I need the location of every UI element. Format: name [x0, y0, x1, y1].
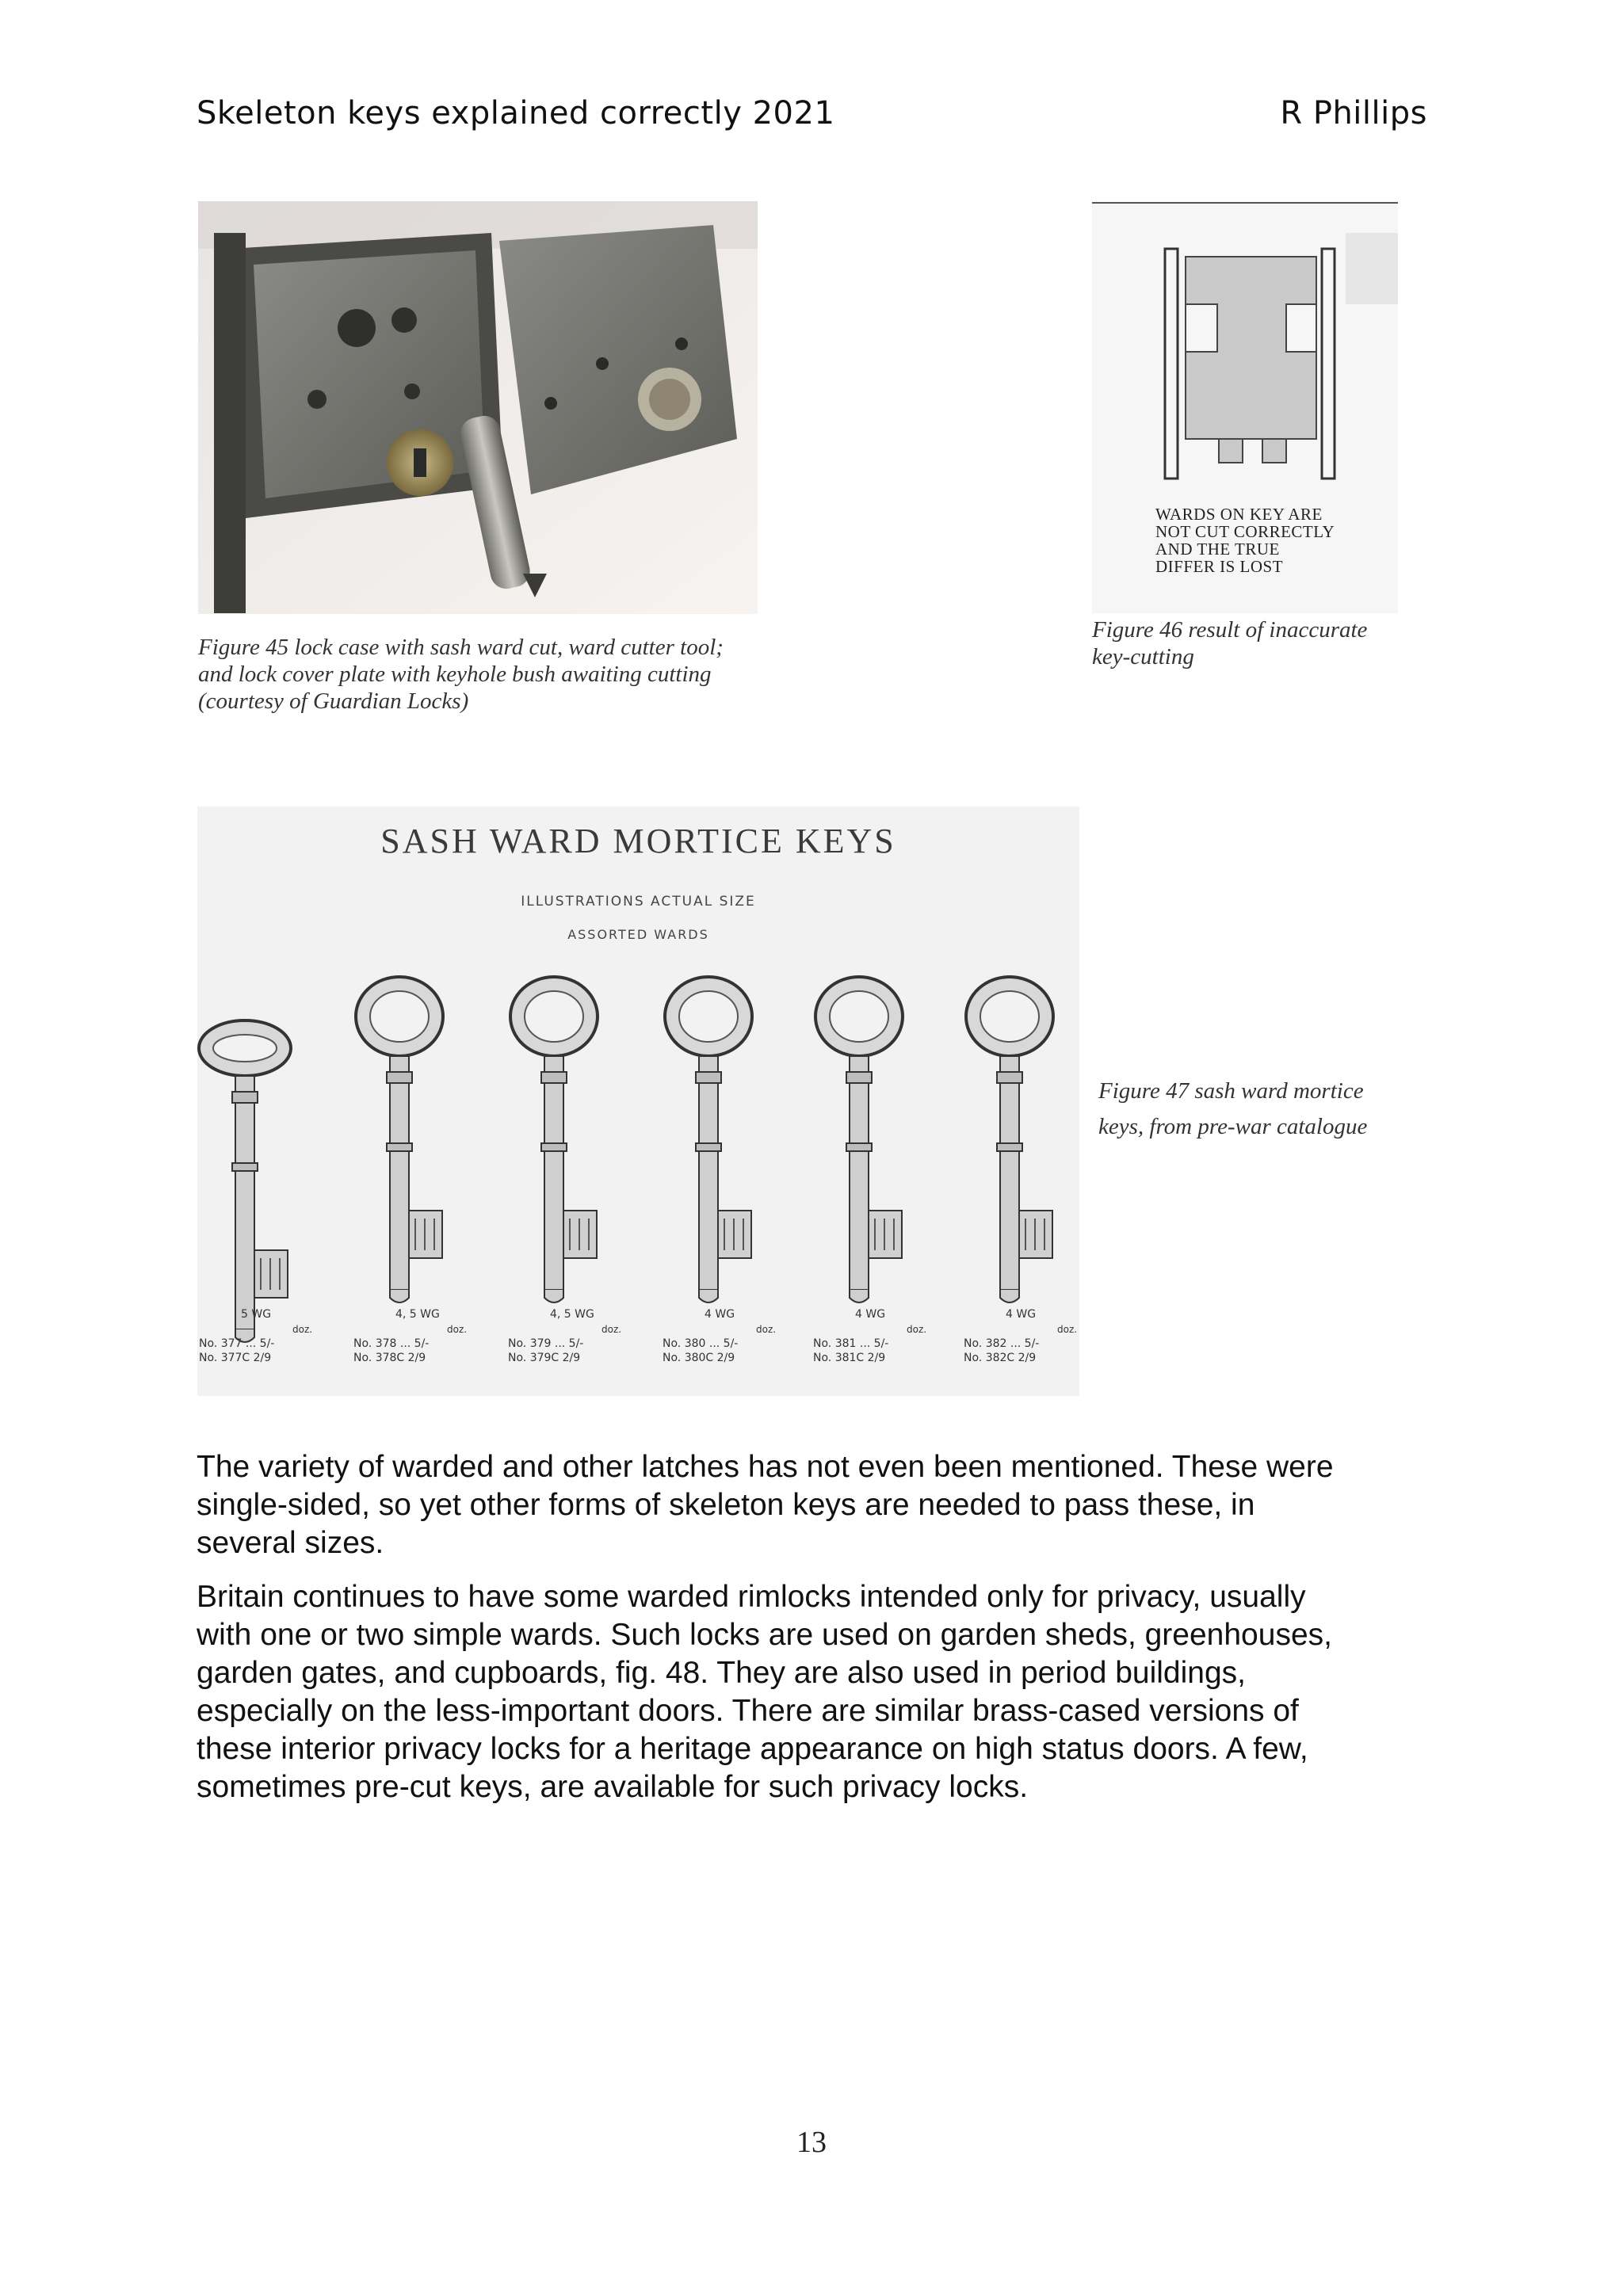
- key-price-line: No. 381 ... 5/-: [813, 1337, 889, 1350]
- key-illustration: [962, 973, 1079, 1337]
- text-line: these interior privacy locks for a heritage appearance on high status doors. A few,: [197, 1732, 1308, 1766]
- page-number: 13: [796, 2126, 827, 2159]
- key-wg-label: 4 WG: [1006, 1308, 1037, 1321]
- key-price-line: No. 378 ... 5/-: [353, 1337, 430, 1350]
- text-line: garden gates, and cupboards, fig. 48. They are also used in period buildings,: [197, 1656, 1247, 1690]
- key-doz-label: doz.: [292, 1324, 313, 1335]
- text-line: single-sided, so yet other forms of skeleton keys are needed to pass these, in: [197, 1488, 1255, 1522]
- key-price-line: No. 379 ... 5/-: [508, 1337, 584, 1350]
- figure-47-caption: [1098, 1074, 1367, 1145]
- figure-47-catalogue: [197, 807, 1079, 1396]
- key-illustration: [506, 973, 625, 1337]
- key-doz-label: doz.: [601, 1324, 622, 1335]
- catalogue-subtitle-wards: ASSORTED WARDS: [567, 927, 709, 942]
- key-illustration: [661, 973, 780, 1337]
- key-doz-label: doz.: [907, 1324, 927, 1335]
- caption-line: key-cutting: [1092, 644, 1194, 669]
- text-line: especially on the less-important doors. There are similar brass-cased versions of: [197, 1694, 1299, 1728]
- image-text-line: DIFFER IS LOST: [1155, 557, 1284, 576]
- key-price-line: No. 377 ... 5/-: [199, 1337, 275, 1350]
- text-line: several sizes.: [197, 1526, 384, 1560]
- caption-line: and lock cover plate with keyhole bush awaiting cutting: [198, 662, 712, 687]
- lock-case-photo-illustration: [198, 201, 758, 614]
- key-wg-label: 4 WG: [705, 1308, 735, 1321]
- image-text-line: NOT CUT CORRECTLY: [1155, 522, 1335, 541]
- key-price-line: No. 382C 2/9: [964, 1352, 1037, 1364]
- caption-line: (courtesy of Guardian Locks): [198, 688, 469, 714]
- text-line: Britain continues to have some warded rimlocks intended only for privacy, usually: [197, 1580, 1306, 1614]
- key-price-line: No. 377C 2/9: [199, 1352, 272, 1364]
- text-line: sometimes pre-cut keys, are available for such privacy locks.: [197, 1770, 1029, 1804]
- figure-46-image-text: [1155, 505, 1335, 575]
- text-line: with one or two simple wards. Such locks are used on garden sheds, greenhouses,: [197, 1618, 1332, 1652]
- key-price-line: No. 382 ... 5/-: [964, 1337, 1040, 1350]
- figure-46-image: [1092, 201, 1398, 613]
- key-illustration: [197, 1013, 316, 1377]
- key-doz-label: doz.: [756, 1324, 777, 1335]
- key-doz-label: doz.: [447, 1324, 468, 1335]
- catalogue-subtitle: ILLUSTRATIONS ACTUAL SIZE: [521, 894, 756, 910]
- key-illustration: [812, 973, 930, 1337]
- key-price-line: No. 380C 2/9: [663, 1352, 735, 1364]
- key-price-line: No. 380 ... 5/-: [663, 1337, 739, 1350]
- key-wg-label: 4 WG: [855, 1308, 886, 1321]
- header-author: R Phillips: [1280, 95, 1427, 132]
- image-text-line: AND THE TRUE: [1155, 540, 1280, 559]
- paragraph-1: [197, 1448, 1433, 1562]
- key-doz-label: doz.: [1057, 1324, 1078, 1335]
- catalogue-title: SASH WARD MORTICE KEYS: [380, 822, 896, 860]
- figure-45-caption: [198, 634, 724, 715]
- text-line: The variety of warded and other latches has not even been mentioned. These were: [197, 1450, 1334, 1484]
- key-wg-label: 5 WG: [241, 1308, 272, 1321]
- image-text-line: WARDS ON KEY ARE: [1155, 505, 1323, 524]
- key-wg-label: 4, 5 WG: [395, 1308, 440, 1321]
- key-illustration: [352, 973, 471, 1337]
- figure-45-photo: [198, 201, 758, 614]
- header-title: Skeleton keys explained correctly 2021: [197, 95, 835, 132]
- key-price-line: No. 381C 2/9: [813, 1352, 886, 1364]
- key-wg-label: 4, 5 WG: [550, 1308, 594, 1321]
- key-price-line: No. 378C 2/9: [353, 1352, 426, 1364]
- figure-46-caption: [1092, 616, 1367, 670]
- caption-line: keys, from pre-war catalogue: [1098, 1114, 1368, 1139]
- paragraph-2: [197, 1578, 1433, 1806]
- caption-line: Figure 45 lock case with sash ward cut, ward cutter tool;: [198, 635, 724, 660]
- key-price-line: No. 379C 2/9: [508, 1352, 581, 1364]
- caption-line: Figure 47 sash ward mortice: [1098, 1078, 1364, 1104]
- caption-line: Figure 46 result of inaccurate: [1092, 617, 1368, 643]
